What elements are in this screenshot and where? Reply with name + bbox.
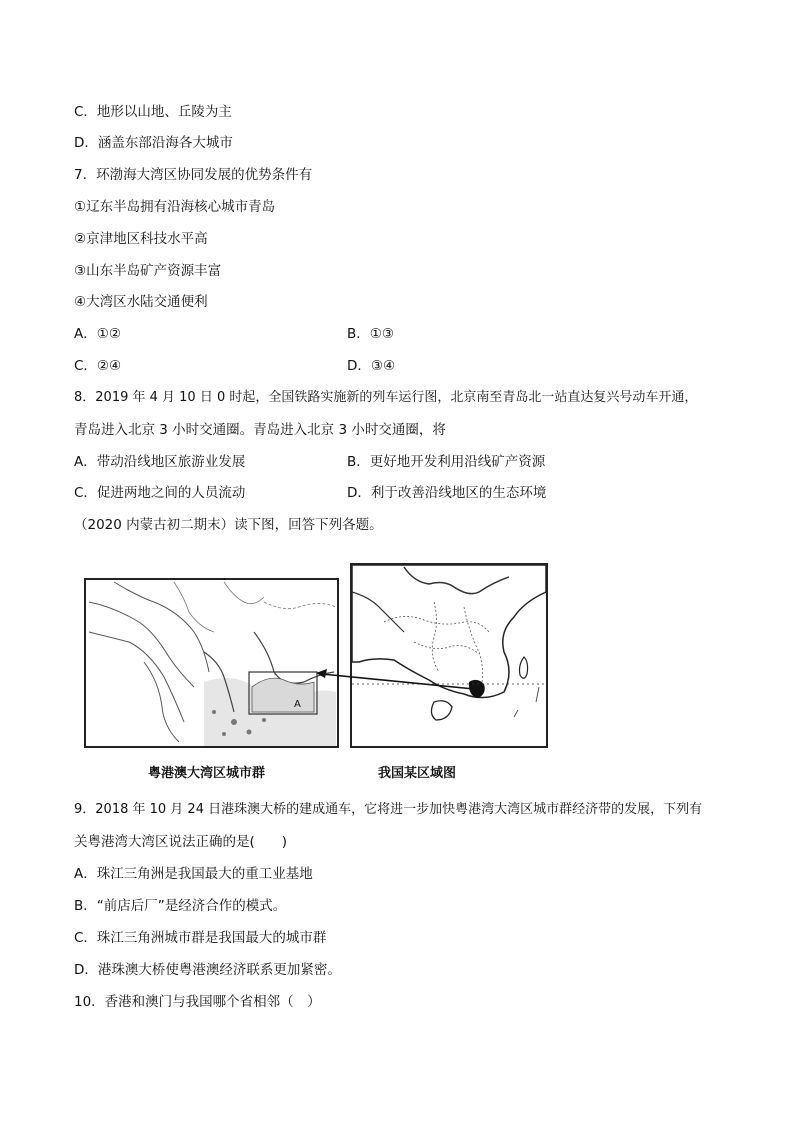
option-c-q8: C．促进两地之间的人员流动 (74, 485, 246, 501)
question-8-line-1: 8．2019 年 4 月 10 日 0 时起，全国铁路实施新的列车运行图，北京南至青岛北一站直达复兴号动车开通， (74, 390, 698, 405)
question-8-line-2: 青岛进入北京 3 小时交通圈。青岛进入北京 3 小时交通圈，将 (74, 422, 446, 438)
marker-label-a: A (294, 699, 301, 710)
option-a-q9: A．珠江三角洲是我国最大的重工业基地 (74, 866, 313, 882)
option-c-q7: C．②④ (74, 358, 122, 374)
option-a-q7: A．①② (74, 326, 121, 342)
option-d-q6: D．涵盖东部沿海各大城市 (74, 135, 233, 151)
question-intro: （2020 内蒙古初二期末）读下图，回答下列各题。 (74, 517, 383, 533)
option-a-q8: A．带动沿线地区旅游业发展 (74, 454, 246, 470)
option-d-q9: D．港珠澳大桥使粤港澳经济联系更加紧密。 (74, 962, 341, 978)
option-b-q9: B．“前店后厂”是经济合作的模式。 (74, 898, 287, 914)
statement-3: ③山东半岛矿产资源丰富 (74, 263, 222, 279)
bay-area-map (85, 579, 338, 747)
option-b-q7: B．①③ (347, 326, 394, 342)
statement-4: ④大湾区水陆交通便利 (74, 294, 208, 310)
left-map-caption: 粤港澳大湾区城市群 (148, 766, 266, 781)
option-c-q6: C．地形以山地、丘陵为主 (74, 104, 232, 120)
option-d-q7: D．③④ (347, 358, 396, 374)
option-b-q8: B．更好地开发利用沿线矿产资源 (347, 454, 546, 470)
question-10: 10．香港和澳门与我国哪个省相邻（ ） (74, 994, 321, 1010)
question-9-line-1: 9．2018 年 10 月 24 日港珠澳大桥的建成通车，它将进一步加快粤港湾大湾区城市群经济带的发展，下列有 (74, 802, 703, 817)
option-d-q8: D．利于改善沿线地区的生态环境 (347, 485, 547, 501)
map-figure (84, 562, 550, 784)
statement-2: ②京津地区科技水平高 (74, 231, 208, 247)
question-9-line-2: 关粤港湾大湾区说法正确的是( ) (74, 834, 288, 850)
right-map-caption: 我国某区域图 (378, 766, 457, 781)
svg-text:·: · (274, 672, 276, 679)
option-c-q9: C．珠江三角洲城市群是我国最大的城市群 (74, 930, 327, 946)
statement-1: ①辽东半岛拥有沿海核心城市青岛 (74, 199, 276, 215)
region-map (351, 564, 547, 747)
question-7: 7．环渤海大湾区协同发展的优势条件有 (74, 167, 313, 183)
svg-text:·: · (187, 622, 189, 629)
